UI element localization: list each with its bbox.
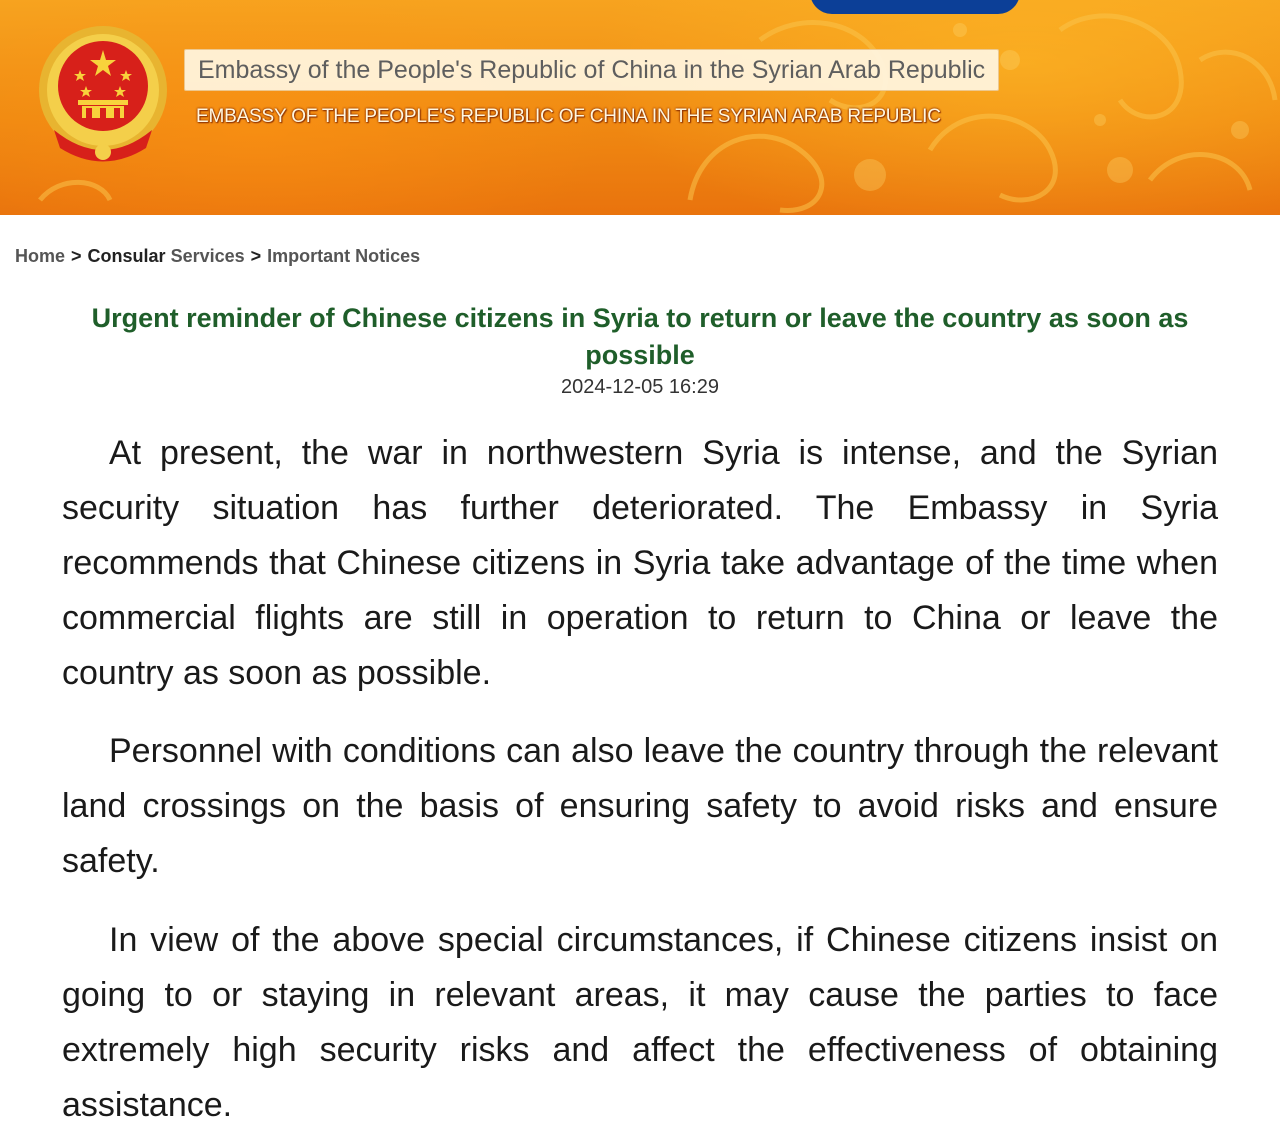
article-date: 2024-12-05 16:29: [561, 376, 719, 398]
breadcrumb-separator: >: [71, 246, 82, 266]
site-title[interactable]: [184, 49, 999, 91]
breadcrumb-section-part2: Services: [170, 246, 245, 266]
breadcrumb: [15, 246, 420, 267]
article-paragraph: Personnel with conditions can also leave the country through the relevant land crossings on the basis of ensuring safety to avoid risks and ensure safety.: [62, 732, 1218, 880]
site-subtitle: EMBASSY OF THE PEOPLE'S REPUBLIC OF CHINA IN THE SYRIAN ARAB REPUBLIC: [196, 106, 941, 127]
national-emblem-icon: [34, 20, 172, 170]
breadcrumb-consular-services-link[interactable]: [88, 246, 245, 266]
article-paragraph: At present, the war in northwestern Syria is intense, and the Syrian security situation has further deteriorated. The Embassy in Syria recommends that Chinese citizens in Syria take advantage of the time when commercial flights are still in operation to return to China or leave the country as soon as possible.: [62, 434, 1218, 692]
breadcrumb-separator: >: [250, 246, 262, 266]
top-nav-tab[interactable]: [810, 0, 1020, 14]
header-banner: [0, 0, 1280, 215]
article-paragraph: In view of the above special circumstances, if Chinese citizens insist on going to or staying in relevant areas, it may cause the parties to face extremely high security risks and affect the effectiveness of obtaining assistance.: [62, 921, 1218, 1124]
site-title-text: Embassy of the People's Republic of China in the Syrian Arab Republic: [198, 55, 986, 84]
breadcrumb-current-link[interactable]: Important Notices: [267, 246, 421, 266]
breadcrumb-section-part1: Consular: [87, 246, 166, 266]
breadcrumb-home-link[interactable]: Home: [15, 246, 66, 266]
article-title: Urgent reminder of Chinese citizens in Syria to return or leave the country as soon as possible: [91, 303, 1189, 370]
